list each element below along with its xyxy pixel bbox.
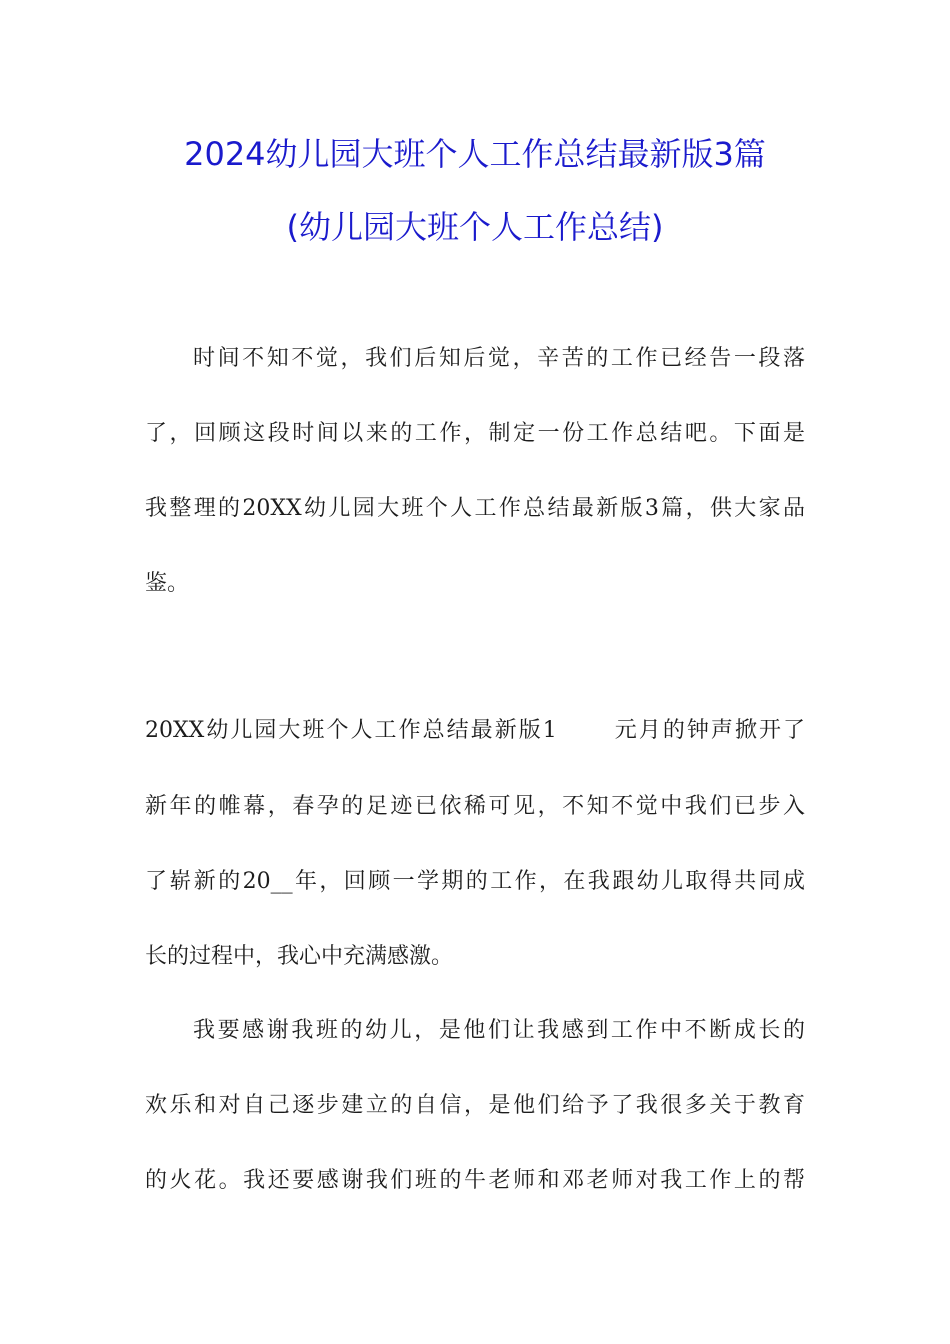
para-2-line-3: 的火花。我还要感谢我们班的牛老师和邓老师对我工作上的帮 xyxy=(145,1168,805,1193)
intro-line-2: 了，回顾这段时间以来的工作，制定一份工作总结吧。下面是 xyxy=(145,421,805,446)
section-1-line-2: 新年的帷幕，春孕的足迹已依稀可见，不知不觉中我们已步入 xyxy=(145,794,805,819)
section-1-first-line xyxy=(145,716,805,746)
para-2-line-2: 欢乐和对自己逐步建立的自信，是他们给予了我很多关于教育 xyxy=(145,1093,805,1118)
para-2-line-1: 我要感谢我班的幼儿，是他们让我感到工作中不断成长的 xyxy=(193,1018,805,1043)
section-1-line-4: 长的过程中，我心中充满感激。 xyxy=(145,944,454,969)
section-1-line-1: 元月的钟声掀开了 xyxy=(612,718,805,743)
intro-line-4: 鉴。 xyxy=(145,571,190,596)
document-title-line-1: 2024幼儿园大班个人工作总结最新版3篇 xyxy=(184,135,766,173)
document-title-line-2: (幼儿园大班个人工作总结) xyxy=(286,208,664,246)
section-1-heading: 20XX幼儿园大班个人工作总结最新版1 xyxy=(145,718,557,743)
intro-line-1: 时间不知不觉，我们后知后觉，辛苦的工作已经告一段落 xyxy=(193,346,805,371)
section-1-line-3: 了崭新的20__年，回顾一学期的工作，在我跟幼儿取得共同成 xyxy=(145,869,805,894)
intro-line-3: 我整理的20XX幼儿园大班个人工作总结最新版3篇，供大家品 xyxy=(145,496,805,521)
